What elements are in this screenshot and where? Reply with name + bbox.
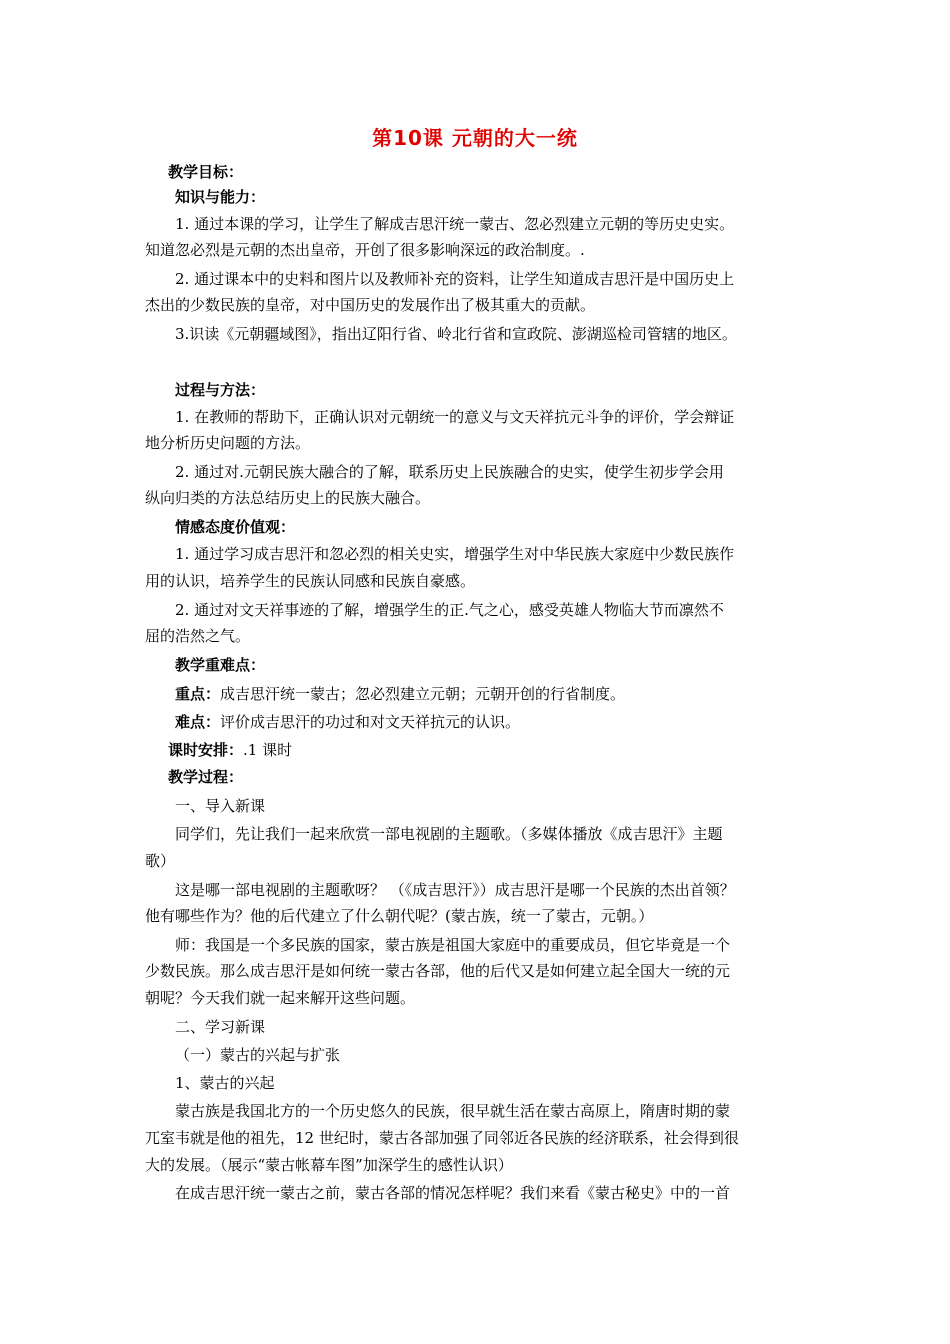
paragraph-line: 屈的浩然之气。: [145, 627, 251, 645]
paragraph-line: 同学们，先让我们一起来欣赏一部电视剧的主题歌。（多媒体播放《成吉思汗》主题: [175, 825, 723, 843]
heading-knowledge-ability: 知识与能力：: [175, 188, 266, 206]
paragraph-line: 大的发展。（展示“蒙古帐幕车图”加深学生的感性认识）: [145, 1156, 513, 1174]
paragraph-line: 1. 在教师的帮助下，正确认识对元朝统一的意义与文天祥抗元斗争的评价，学会辩证: [175, 408, 735, 426]
section-heading: 一、导入新课: [175, 797, 266, 815]
subsection-heading: （一）蒙古的兴起与扩张: [175, 1046, 341, 1064]
schedule-text: .1 课时: [243, 741, 293, 759]
key-point-line: [175, 684, 625, 704]
paragraph-line: 纵向归类的方法总结历史上的民族大融合。: [145, 489, 431, 507]
paragraph-line: 兀室韦就是他的祖先，12 世纪时，蒙古各部加强了同邻近各民族的经济联系，社会得到很: [145, 1129, 739, 1147]
subsection-heading: 1、蒙古的兴起: [175, 1074, 275, 1092]
heading-process-method: 过程与方法：: [175, 381, 266, 399]
paragraph-line: 2. 通过对.元朝民族大融合的了解，联系历史上民族融合的史实，使学生初步学会用: [175, 463, 724, 481]
page-title: 第10课 元朝的大一统: [372, 126, 578, 150]
paragraph-line: 用的认识，培养学生的民族认同感和民族自豪感。: [145, 572, 476, 590]
paragraph-line: 2. 通过课本中的史料和图片以及教师补充的资料，让学生知道成吉思汗是中国历史上: [175, 270, 735, 288]
heading-teaching-goals: 教学目标：: [168, 163, 244, 181]
paragraph-line: 蒙古族是我国北方的一个历史悠久的民族，很早就生活在蒙古高原上，隋唐时期的蒙: [175, 1102, 731, 1120]
paragraph-line: 2. 通过对文天祥事迹的了解，增强学生的正.气之心，感受英雄人物临大节而凛然不: [175, 601, 724, 619]
key-point-text: 成吉思汗统一蒙古；忽必烈建立元朝；元朝开创的行省制度。: [220, 685, 626, 703]
paragraph-line: 少数民族。那么成吉思汗是如何统一蒙古各部，他的后代又是如何建立起全国大一统的元: [145, 962, 731, 980]
paragraph-line: 歌）: [145, 852, 176, 870]
paragraph-line: 他有哪些作为？他的后代建立了什么朝代呢？(蒙古族，统一了蒙古，元朝。）: [145, 907, 654, 925]
heading-key-difficult: 教学重难点：: [175, 656, 266, 674]
difficult-point-line: [175, 712, 520, 732]
difficult-point-text: 评价成吉思汗的功过和对文天祥抗元的认识。: [220, 713, 521, 731]
paragraph-line: 3.识读《元朝疆域图》，指出辽阳行省、岭北行省和宣政院、澎湖巡检司管辖的地区。: [175, 325, 737, 343]
paragraph-line: 在成吉思汗统一蒙古之前，蒙古各部的情况怎样呢？我们来看《蒙古秘史》中的一首: [175, 1184, 731, 1202]
difficult-point-label: 难点：: [175, 713, 221, 731]
paragraph-line: 知道忽必烈是元朝的杰出皇帝，开创了很多影响深远的政治制度。.: [145, 241, 585, 259]
section-heading: 二、学习新课: [175, 1018, 266, 1036]
heading-teaching-process: 教学过程：: [168, 768, 244, 786]
paragraph-line: 朝呢？今天我们就一起来解开这些问题。: [145, 989, 416, 1007]
paragraph-line: 杰出的少数民族的皇帝，对中国历史的发展作出了极其重大的贡献。: [145, 296, 596, 314]
paragraph-line: 这是哪一部电视剧的主题歌呀？ （《成吉思汗》）成吉思汗是哪一个民族的杰出首领？: [175, 881, 735, 899]
paragraph-line: 地分析历史问题的方法。: [145, 434, 311, 452]
paragraph-line: 师：我国是一个多民族的国家，蒙古族是祖国大家庭中的重要成员，但它毕竟是一个: [175, 936, 731, 954]
schedule-line: [168, 740, 292, 760]
schedule-label: 课时安排：: [168, 741, 244, 759]
paragraph-line: 1. 通过本课的学习，让学生了解成吉思汗统一蒙古、忽必烈建立元朝的等历史史实。: [175, 215, 735, 233]
paragraph-line: 1. 通过学习成吉思汗和忽必烈的相关史实，增强学生对中华民族大家庭中少数民族作: [175, 545, 735, 563]
heading-emotion-values: 情感态度价值观：: [175, 518, 296, 536]
key-point-label: 重点：: [175, 685, 221, 703]
